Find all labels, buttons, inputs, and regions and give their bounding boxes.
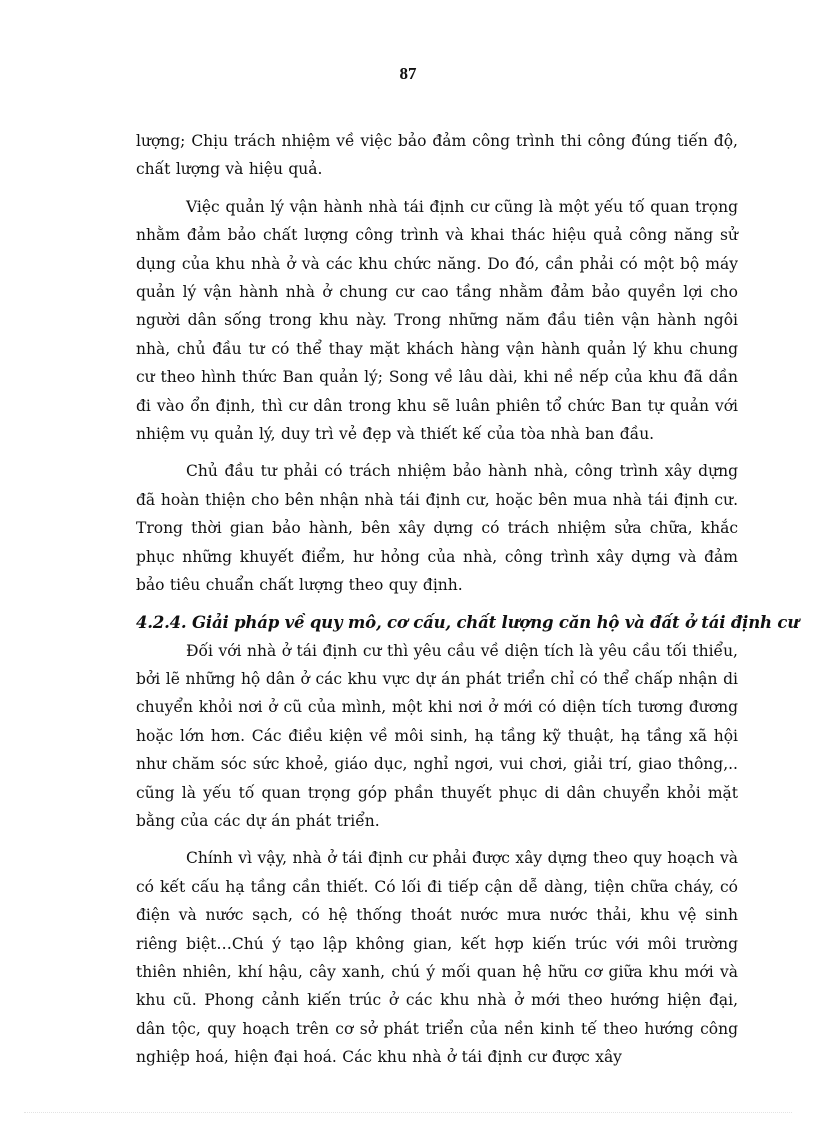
page-bottom-rule (24, 1112, 792, 1113)
paragraph-planning-infrastructure: Chính vì vậy, nhà ở tái định cư phải được xây dựng theo quy hoạch và có kết cấu hạ tầng cần thiết. Có lối đi tiếp cận dễ dàng, tiện chữa cháy, có điện và nước sạch, có hệ thống thoát nước mưa nước thải, khu vệ sinh riêng biệt…Chú ý tạo lập không gian, kết hợp kiến trúc với môi trường thiên nhiên, khí hậu, cây xanh, chú ý mối quan hệ hữu cơ giữa khu mới và khu cũ. Phong cảnh kiến trúc ở các khu nhà ở mới theo hướng hiện đại, dân tộc, quy hoạch trên cơ sở phát triển của nền kinh tế theo hướng công nghiệp hoá, hiện đại hoá. Các khu nhà ở tái định cư được xây (136, 849, 738, 1067)
paragraph-continuation: lượng; Chịu trách nhiệm về việc bảo đảm công trình thi công đúng tiến độ, chất lượng và hiệu quả. (136, 132, 738, 179)
document-body (136, 127, 800, 1081)
paragraph-area-requirements: Đối với nhà ở tái định cư thì yêu cầu về diện tích là yêu cầu tối thiểu, bởi lẽ những hộ dân ở các khu vực dự án phát triển chỉ có thể chấp nhận di chuyển khỏi nơi ở cũ của mình, một khi nơi ở mới có diện tích tương đương hoặc lớn hơn. Các điều kiện về môi sinh, hạ tầng kỹ thuật, hạ tầng xã hội như chăm sóc sức khoẻ, giáo dục, nghỉ ngơi, vui chơi, giải trí, giao thông,.. cũng là yếu tố quan trọng góp phần thuyết phục di dân chuyển khỏi mặt bằng của các dự án phát triển. (136, 641, 738, 830)
paragraph-warranty: Chủ đầu tư phải có trách nhiệm bảo hành nhà, công trình xây dựng đã hoàn thiện cho bên nhận nhà tái định cư, hoặc bên mua nhà tái định cư. Trong thời gian bảo hành, bên xây dựng có trách nhiệm sửa chữa, khắc phục những khuyết điểm, hư hỏng của nhà, công trình xây dựng và đảm bảo tiêu chuẩn chất lượng theo quy định. (136, 462, 738, 595)
page-number: 87 (399, 64, 417, 83)
section-heading: 4.2.4. Giải pháp về quy mô, cơ cấu, chất lượng căn hộ và đất ở tái định cư (136, 612, 800, 632)
paragraph-operation-management: Việc quản lý vận hành nhà tái định cư cũng là một yếu tố quan trọng nhằm đảm bảo chất lượng công trình và khai thác hiệu quả công năng sử dụng của khu nhà ở và các khu chức năng. Do đó, cần phải có một bộ máy quản lý vận hành nhà ở chung cư cao tầng nhằm đảm bảo quyền lợi cho người dân sống trong khu này. Trong những năm đầu tiên vận hành ngôi nhà, chủ đầu tư có thể thay mặt khách hàng vận hành quản lý khu chung cư theo hình thức Ban quản lý; Song về lâu dài, khi nề nếp của khu đã dần đi vào ổn định, thì cư dân trong khu sẽ luân phiên tổ chức Ban tự quản với nhiệm vụ quản lý, duy trì vẻ đẹp và thiết kế của tòa nhà ban đầu. (136, 197, 738, 444)
